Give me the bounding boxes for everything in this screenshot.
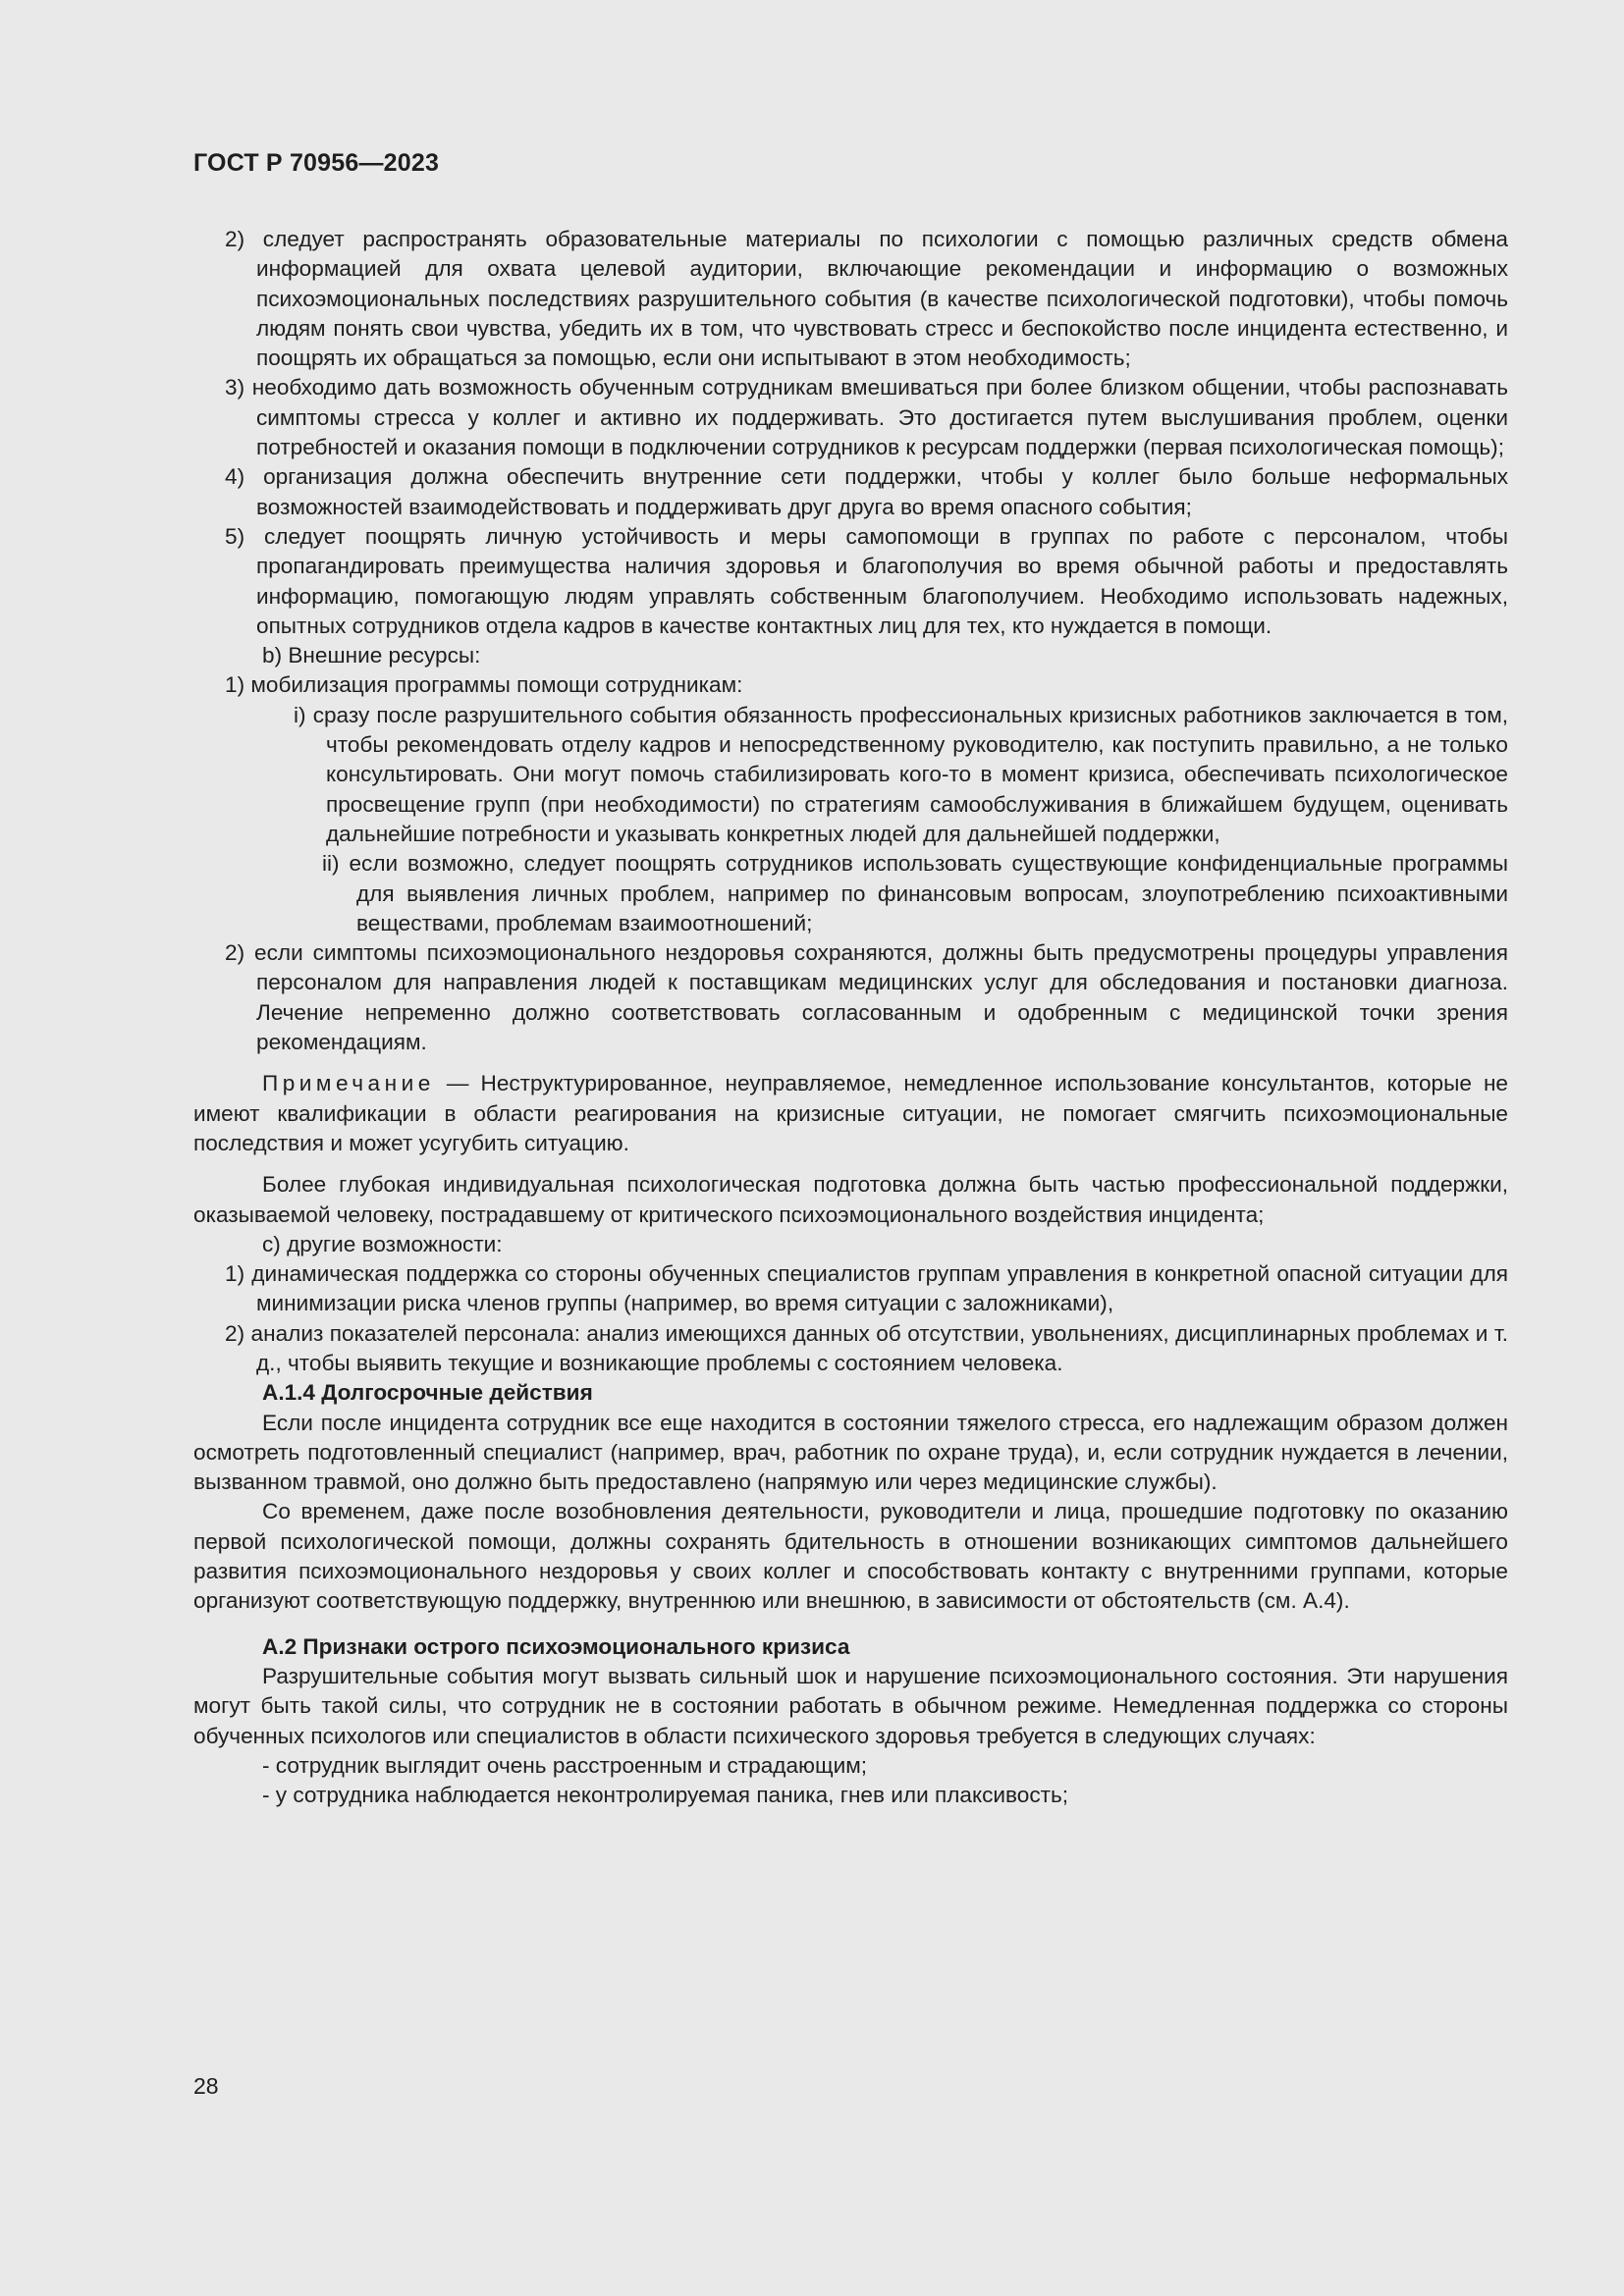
paragraph: Со временем, даже после возобновления деятельности, руководители и лица, прошедшие подготовку по оказанию первой психологической помощи, должны сохранять бдительность в отношении возникающих симптомов дальнейшего развития психоэмоционального нездоровья у своих коллег и способствовать контакту с внутренними группами, которые организуют соответствующую поддержку, внутреннюю или внешнюю, в зависимости от обстоятельств (см. А.4). bbox=[193, 1499, 1508, 1614]
section-heading: А.2 Признаки острого психоэмоционального кризиса bbox=[262, 1633, 850, 1659]
list-item: 2) следует распространять образовательные материалы по психологии с помощью различных средств обмена информацией для охвата целевой аудитории, включающие рекомендации и информацию о возможных психоэмоциональных последствиях разрушительного события (в качестве психологической подготовки), чтобы помочь людям понять свои чувства, убедить их в том, что чувствовать стресс и беспокойство после инцидента естественно, и поощрять их обращаться за помощью, если они испытывают в этом необходимость; bbox=[225, 227, 1508, 371]
bullet-item: - сотрудник выглядит очень расстроенным и страдающим; bbox=[262, 1752, 867, 1778]
paragraph: Если после инцидента сотрудник все еще находится в состоянии тяжелого стресса, его надлежащим образом должен осмотреть подготовленный специалист (например, врач, работник по охране труда), и, если сотрудник нуждается в лечении, вызванном травмой, оно должно быть предоставлено (напрямую или через медицинские службы). bbox=[193, 1410, 1508, 1495]
bullet-item: - у сотрудника наблюдается неконтролируемая паника, гнев или плаксивость; bbox=[262, 1783, 1069, 1808]
document-body bbox=[193, 225, 1508, 1810]
list-item: 5) следует поощрять личную устойчивость и меры самопомощи в группах по работе с персоналом, чтобы пропагандировать преимущества наличия здоровья и благополучия во время обычной работы и предоставлять информацию, помогающую людям управлять собственным благополучием. Необходимо использовать надежных, опытных сотрудников отдела кадров в качестве контактных лиц для тех, кто нуждается в помощи. bbox=[225, 523, 1508, 638]
paragraph: Более глубокая индивидуальная психологическая подготовка должна быть частью профессиональной поддержки, оказываемой человеку, пострадавшему от критического психоэмоционального воздействия инцидента; bbox=[193, 1172, 1508, 1227]
list-item: 2) если симптомы психоэмоционального нездоровья сохраняются, должны быть предусмотрены процедуры управления персоналом для направления людей к поставщикам медицинских услуг для обследования и постановки диагноза. Лечение непременно должно соответствовать согласованным и одобренным с медицинской точки зрения рекомендациям. bbox=[225, 940, 1508, 1055]
list-item: 2) анализ показателей персонала: анализ имеющихся данных об отсутствии, увольнениях, дисциплинарных проблемах и т. д., чтобы выявить текущие и возникающие проблемы с состоянием человека. bbox=[225, 1320, 1508, 1375]
note-label: Примечание bbox=[262, 1071, 435, 1096]
page-number: 28 bbox=[193, 2073, 219, 2099]
note-paragraph bbox=[193, 1069, 1508, 1158]
list-label-b: b) Внешние ресурсы: bbox=[262, 643, 481, 668]
section-heading: А.1.4 Долгосрочные действия bbox=[262, 1380, 593, 1406]
list-subitem: ii) если возможно, следует поощрять сотрудников использовать существующие конфиденциальные программы для выявления личных проблем, например по финансовым вопросам, злоупотреблению психоактивными веществами, проблемам взаимоотношений; bbox=[322, 851, 1508, 935]
list-item: 4) организация должна обеспечить внутренние сети поддержки, чтобы у коллег было больше неформальных возможностей взаимодействовать и поддерживать друг друга во время опасного события; bbox=[225, 464, 1508, 519]
list-item: 1) динамическая поддержка со стороны обученных специалистов группам управления в конкретной опасной ситуации для минимизации риска членов группы (например, во время ситуации с заложниками), bbox=[225, 1261, 1508, 1316]
list-subitem: i) сразу после разрушительного события обязанность профессиональных кризисных работников заключается в том, чтобы рекомендовать отделу кадров и непосредственному руководителю, как поступить правильно, а не только консультировать. Они могут помочь стабилизировать кого-то в момент кризиса, обеспечивать психологическое просвещение групп (при необходимости) по стратегиям самообслуживания в ближайшем будущем, оценивать дальнейшие потребности и указывать конкретных людей для дальнейшей поддержки, bbox=[294, 702, 1508, 846]
document-code-header: ГОСТ Р 70956—2023 bbox=[193, 149, 440, 177]
list-label-c: c) другие возможности: bbox=[262, 1231, 503, 1256]
list-item: 1) мобилизация программы помощи сотрудникам: bbox=[225, 672, 743, 698]
paragraph: Разрушительные события могут вызвать сильный шок и нарушение психоэмоционального состояния. Эти нарушения могут быть такой силы, что сотрудник не в состоянии работать в обычном режиме. Немедленная поддержка со стороны обученных психологов или специалистов в области психического здоровья требуется в следующих случаях: bbox=[193, 1663, 1508, 1748]
note-text: — Неструктурированное, неуправляемое, немедленное использование консультантов, которые не имеют квалификации в области реагирования на кризисные ситуации, не помогает смягчить психоэмоциональные последствия и может усугубить ситуацию. bbox=[193, 1071, 1508, 1155]
list-item: 3) необходимо дать возможность обученным сотрудникам вмешиваться при более близком общении, чтобы распознавать симптомы стресса у коллег и активно их поддерживать. Это достигается путем выслушивания проблем, оценки потребностей и оказания помощи в подключении сотрудников к ресурсам поддержки (первая психологическая помощь); bbox=[225, 375, 1508, 460]
